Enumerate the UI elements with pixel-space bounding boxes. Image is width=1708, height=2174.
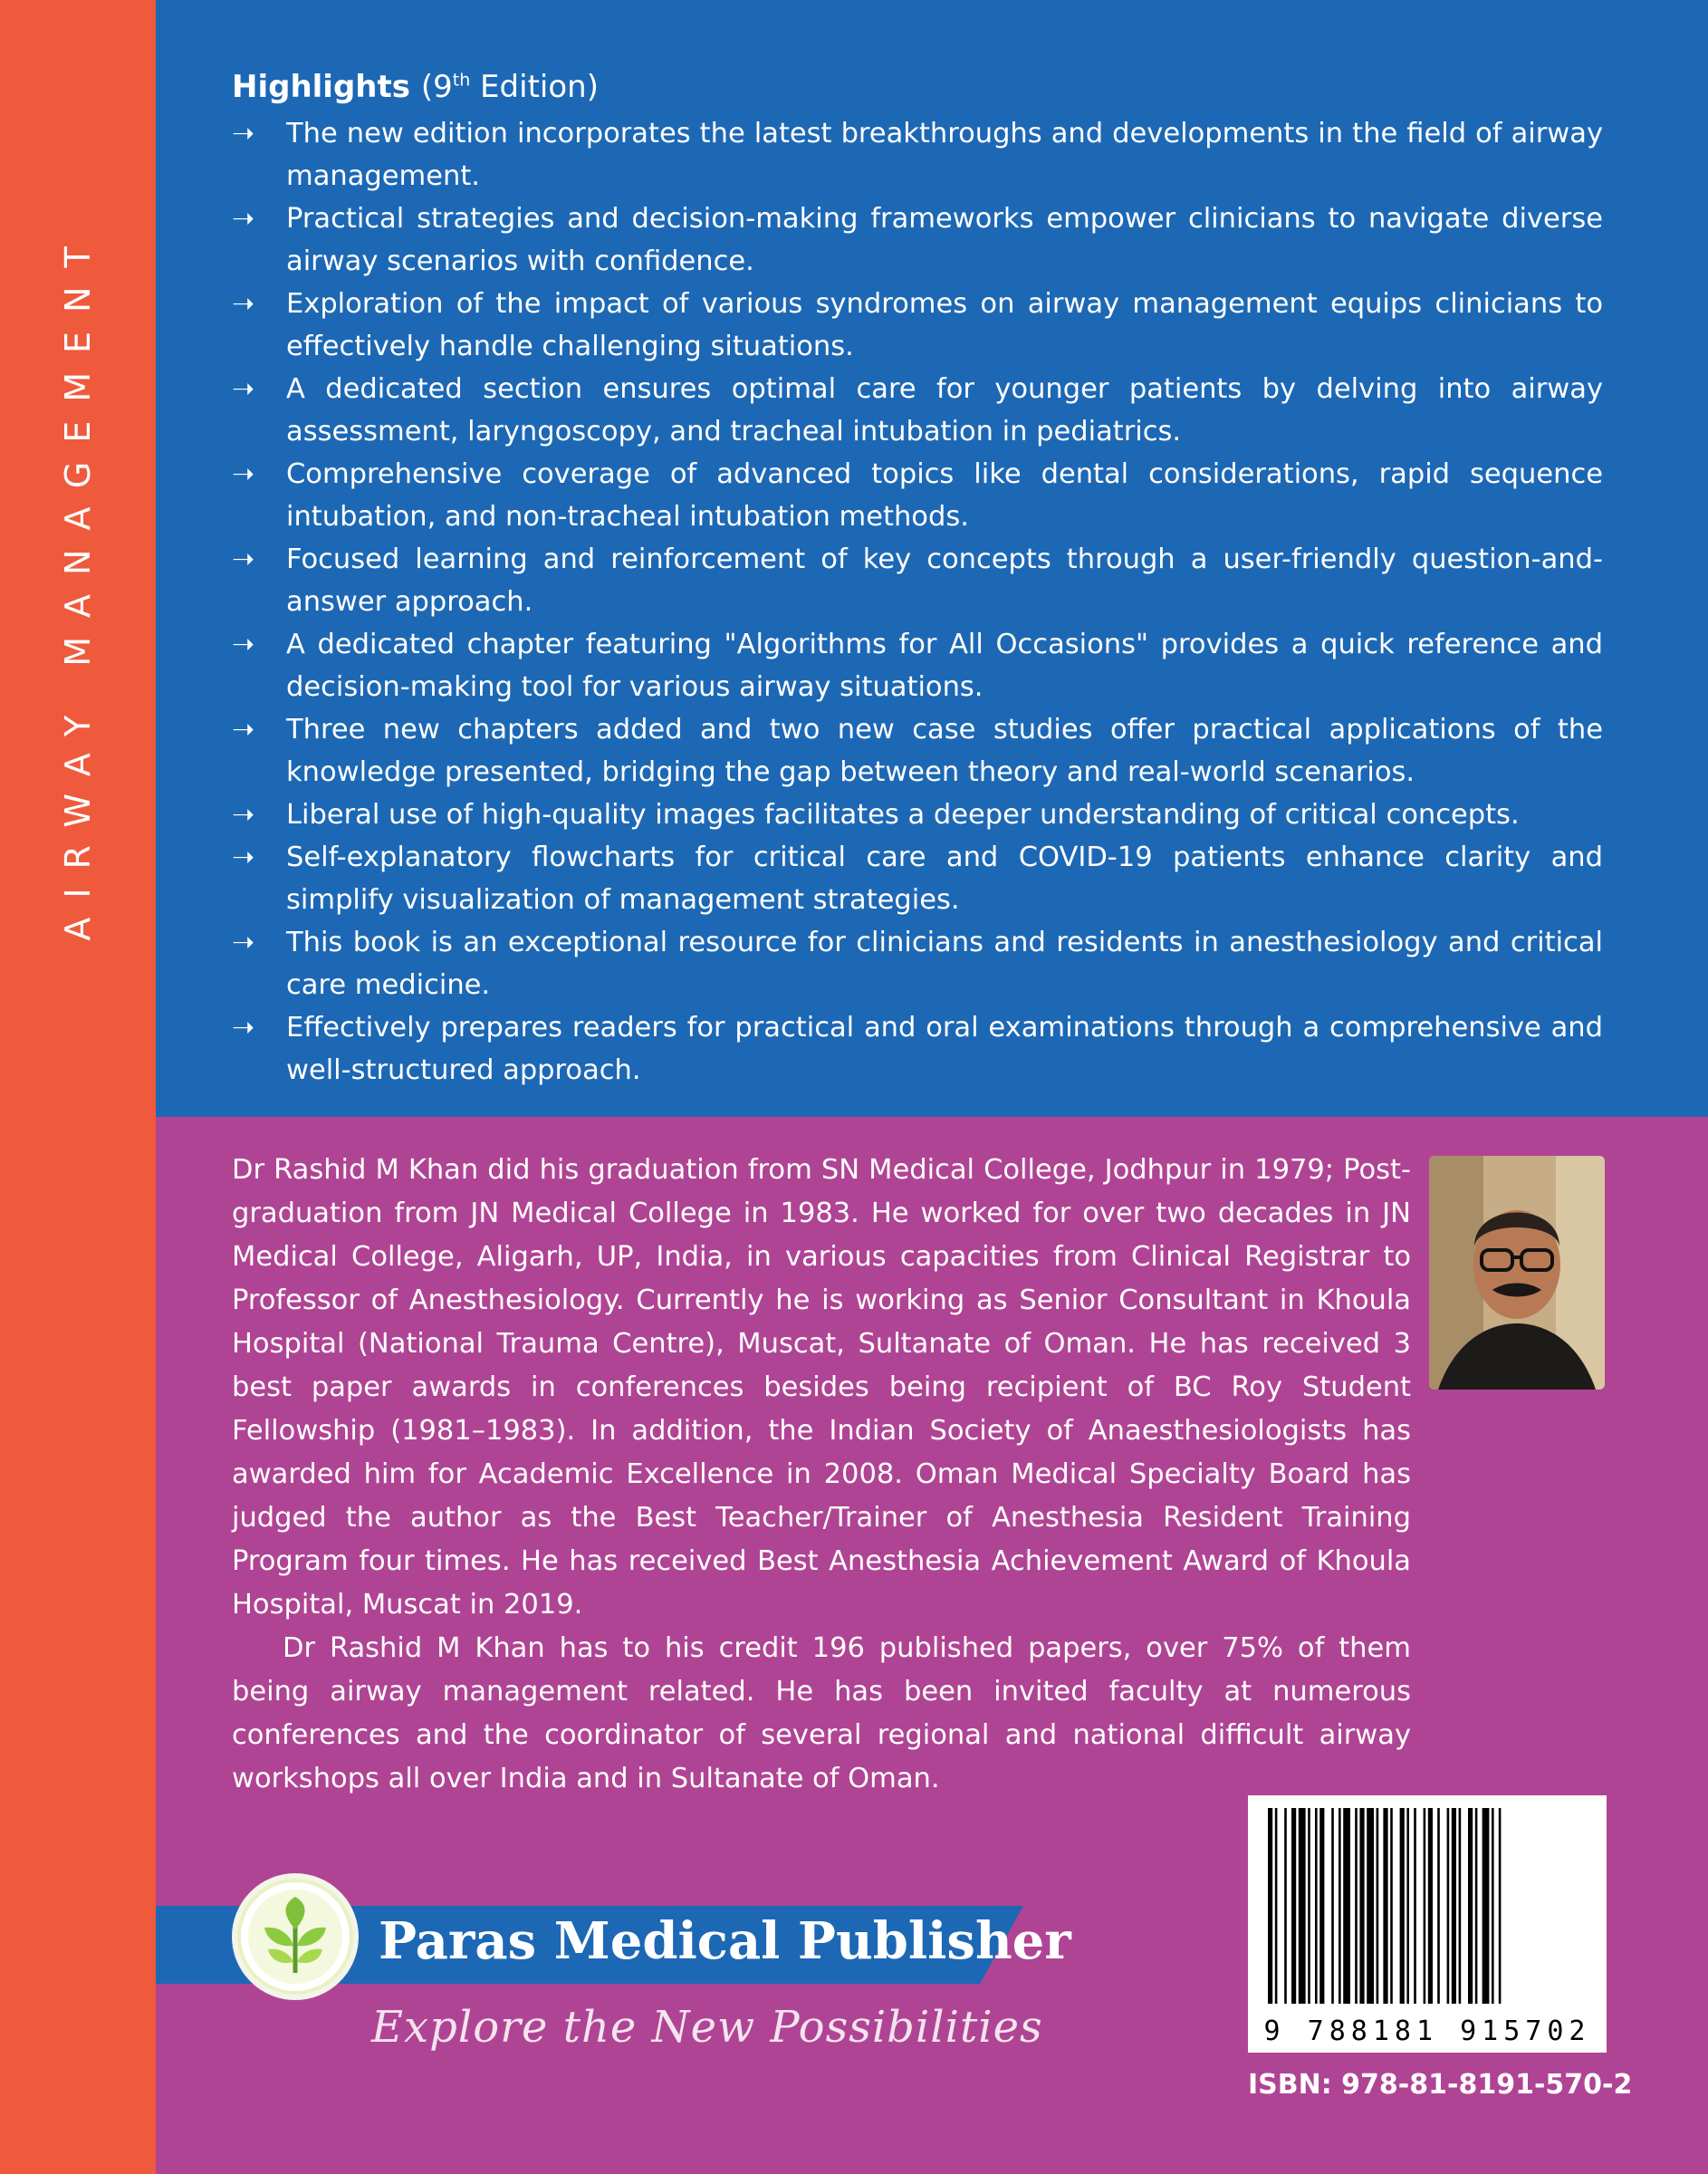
arrow-right-icon: ➝ bbox=[232, 203, 255, 235]
highlight-item bbox=[232, 538, 1603, 623]
highlight-item bbox=[232, 112, 1603, 197]
arrow-right-icon: ➝ bbox=[232, 927, 255, 958]
barcode-bars-icon bbox=[1248, 1795, 1607, 2013]
arrow-right-icon: ➝ bbox=[232, 373, 255, 405]
spine-title: AIRWAY MANAGEMENT bbox=[58, 227, 98, 941]
highlight-item bbox=[232, 453, 1603, 538]
author-portrait-icon bbox=[1429, 1156, 1605, 1390]
author-bio-paragraph-2: Dr Rashid M Khan has to his credit 196 published papers, over 75% of them being airway management related. He has been invited faculty at numerous conferences and the coordinator of several regional and national difficult airway workshops all over India and in Sultanate of Oman. bbox=[232, 1632, 1411, 1794]
highlight-text: A dedicated section ensures optimal care for younger patients by delving into airway assessment, laryngoscopy, and tracheal intubation in pediatrics. bbox=[286, 373, 1603, 447]
highlights-list bbox=[232, 112, 1603, 1092]
spine bbox=[0, 0, 156, 2174]
highlight-item bbox=[232, 197, 1603, 283]
highlight-item bbox=[232, 623, 1603, 708]
arrow-right-icon: ➝ bbox=[232, 629, 255, 660]
arrow-right-icon: ➝ bbox=[232, 842, 255, 873]
edition-suffix: Edition) bbox=[470, 69, 599, 105]
publisher-name: Paras Medical Publisher bbox=[379, 1911, 1071, 1971]
publisher-logo bbox=[232, 1873, 359, 2000]
highlight-text: Exploration of the impact of various syndromes on airway management equips clinicians to effectively handle challenging situations. bbox=[286, 288, 1603, 362]
highlight-item bbox=[232, 708, 1603, 794]
highlight-item bbox=[232, 794, 1603, 836]
highlight-item bbox=[232, 368, 1603, 453]
author-bio-paragraph-1: Dr Rashid M Khan did his graduation from SN Medical College, Jodhpur in 1979; Post-graduation from JN Medical College in 1983. He worked for over two decades in JN Medical College, Aligarh, UP, India, in various capacities from Clinical Registrar to Professor of Anesthesiology. Currently he is working as Senior Consultant in Khoula Hospital (National Trauma Centre), Muscat, Sultanate of Oman. He has received 3 best paper awards in conferences besides being recipient of BC Roy Student Fellowship (1981–1983). In addition, the Indian Society of Anaesthesiologists has awarded him for Academic Excellence in 2008. Oman Medical Specialty Board has judged the author as the Best Teacher/Trainer of Anesthesia Resident Training Program four times. He has received Best Anesthesia Achievement Award of Khoula Hospital, Muscat in 2019. bbox=[232, 1154, 1411, 1621]
highlight-item bbox=[232, 921, 1603, 1006]
author-photo bbox=[1429, 1156, 1605, 1390]
highlight-text: Self-explanatory flowcharts for critical care and COVID-19 patients enhance clarity and simplify visualization of management strategies. bbox=[286, 842, 1603, 916]
arrow-right-icon: ➝ bbox=[232, 458, 255, 490]
highlight-text: Practical strategies and decision-making frameworks empower clinicians to navigate diverse airway scenarios with confidence. bbox=[286, 203, 1603, 277]
publisher-tagline: Explore the New Possibilities bbox=[371, 2002, 1043, 2053]
arrow-right-icon: ➝ bbox=[232, 544, 255, 575]
highlight-text: A dedicated chapter featuring "Algorithms for All Occasions" provides a quick reference and decision-making tool for various airway situations. bbox=[286, 629, 1603, 703]
edition-label bbox=[421, 69, 599, 105]
barcode bbox=[1248, 1795, 1607, 2053]
arrow-right-icon: ➝ bbox=[232, 799, 255, 831]
edition-sup: th bbox=[452, 70, 471, 91]
highlight-item bbox=[232, 283, 1603, 368]
highlight-text: Focused learning and reinforcement of key concepts through a user-friendly question-and-answer approach. bbox=[286, 544, 1603, 618]
edition-prefix: (9 bbox=[420, 69, 453, 105]
highlights-heading-text: Highlights bbox=[232, 69, 410, 105]
author-bio bbox=[232, 1149, 1411, 1801]
highlight-text: Comprehensive coverage of advanced topics like dental considerations, rapid sequence intubation, and non-tracheal intubation methods. bbox=[286, 458, 1603, 533]
highlight-text: Three new chapters added and two new case studies offer practical applications of the knowledge presented, bridging the gap between theory and real-world scenarios. bbox=[286, 714, 1603, 788]
barcode-digits: 9 788181 915702 bbox=[1263, 2015, 1591, 2047]
arrow-right-icon: ➝ bbox=[232, 714, 255, 746]
isbn-label: ISBN: 978-81-8191-570-2 bbox=[1248, 2069, 1633, 2101]
arrow-right-icon: ➝ bbox=[232, 1012, 255, 1044]
arrow-right-icon: ➝ bbox=[232, 288, 255, 320]
highlights-heading bbox=[232, 69, 599, 105]
highlight-text: This book is an exceptional resource for clinicians and residents in anesthesiology and critical care medicine. bbox=[286, 927, 1603, 1001]
highlight-text: The new edition incorporates the latest breakthroughs and developments in the field of airway management. bbox=[286, 118, 1603, 192]
leaf-logo-icon bbox=[237, 1879, 353, 1995]
arrow-right-icon: ➝ bbox=[232, 118, 255, 149]
highlight-item bbox=[232, 836, 1603, 921]
highlight-text: Liberal use of high-quality images facilitates a deeper understanding of critical concepts. bbox=[286, 799, 1520, 831]
highlight-text: Effectively prepares readers for practical and oral examinations through a comprehensive and well-structured approach. bbox=[286, 1012, 1603, 1086]
highlight-item bbox=[232, 1006, 1603, 1092]
